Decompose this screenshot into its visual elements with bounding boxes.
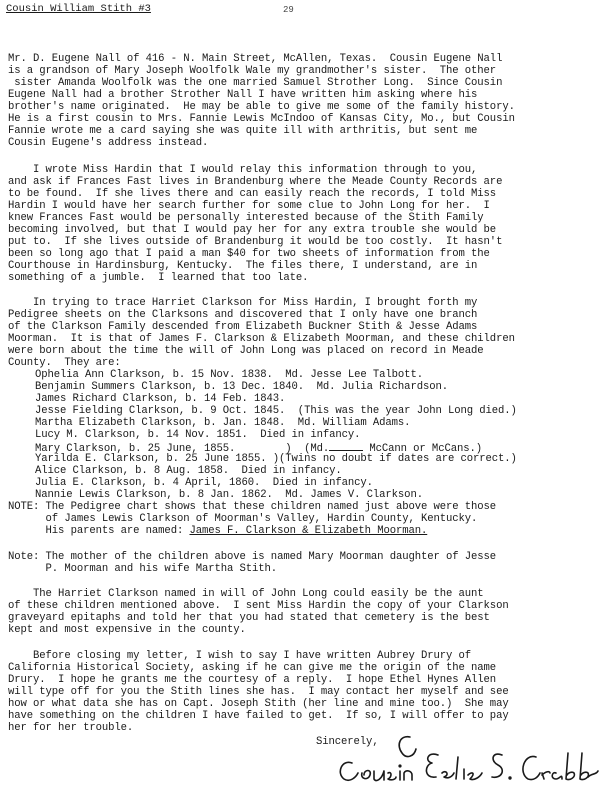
- paragraph-2-line: I wrote Miss Hardin that I would relay this information through to you,: [8, 164, 478, 176]
- page-header: Cousin William Stith #3: [6, 3, 151, 15]
- paragraph-5-line: have something on the children I have failed to get. If so, I will offer to pay: [8, 710, 509, 722]
- paragraph-3-line: of the Clarkson Family descended from Elizabeth Buckner Stith & Jesse Adams: [8, 321, 478, 333]
- paragraph-2-line: something of a jumble. I learned that too late.: [8, 272, 309, 284]
- child-entry: Yarilda E. Clarkson, b. 25 June 1855. )(Twins no doubt if dates are correct.): [35, 453, 517, 465]
- paragraph-2-line: Hardin I would have her search further for some clue to John Long for her. I: [8, 200, 490, 212]
- paragraph-3-line: County. They are:: [8, 357, 121, 369]
- paragraph-2-line: been so long ago that I paid a man $40 for two sheets of information from the: [8, 248, 490, 260]
- paragraph-5-line: California Historical Society, asking if he can give me the origin of the name: [8, 662, 497, 674]
- paragraph-5-line: will type off for you the Stith lines she has. I may contact her myself and see: [8, 686, 509, 698]
- paragraph-4-line: graveyard epitaphs and told her that you had stated that cemetery is the best: [8, 612, 490, 624]
- paragraph-2-line: knew Frances Fast would be personally interested because of the Stith Family: [8, 212, 484, 224]
- paragraph-3-line: Pedigree sheets on the Clarksons and discovered that I only have one branch: [8, 309, 478, 321]
- paragraph-2-line: Courthouse in Hardinsburg, Kentucky. The files there, I understand, are in: [8, 260, 478, 272]
- note-parents-line: [8, 525, 427, 537]
- closing-text: Sincerely,: [316, 736, 379, 748]
- paragraph-1-line: is a grandson of Mary Joseph Woolfolk Wale my grandmother's sister. The other: [8, 65, 497, 77]
- paragraph-3-line: Moorman. It is that of James F. Clarkson & Elizabeth Moorman, and these children: [8, 333, 515, 345]
- note-mother-line: Note: The mother of the children above is named Mary Moorman daughter of Jesse: [8, 551, 497, 563]
- paragraph-1-line: Eugene Nall had a brother Strother Nall I have written him asking where his: [8, 89, 478, 101]
- page-number: 29: [283, 5, 294, 15]
- paragraph-4-line: kept and most expensive in the county.: [8, 624, 246, 636]
- child-entry: James Richard Clarkson, b. 14 Feb. 1843.: [35, 393, 286, 405]
- note-line: NOTE: The Pedigree chart shows that these children named just above were those: [8, 501, 497, 513]
- note-mother-line: P. Moorman and his wife Martha Stith.: [8, 563, 278, 575]
- paragraph-1-line: sister Amanda Woolfolk was the one married Samuel Strother Long. Since Cousin: [8, 77, 503, 89]
- paragraph-5-line: how or what data she has on Capt. Joseph Stith (her line and mine too.) She may: [8, 698, 509, 710]
- paragraph-2-line: becoming involved, but that I would pay her for any extra trouble she would be: [8, 224, 497, 236]
- child-entry: Nannie Lewis Clarkson, b. 8 Jan. 1862. Md. James V. Clarkson.: [35, 489, 423, 501]
- child-entry: Julia E. Clarkson, b. 4 April, 1860. Died in infancy.: [35, 477, 373, 489]
- paragraph-4-line: of these children mentioned above. I sent Miss Hardin the copy of your Clarkson: [8, 600, 509, 612]
- child-entry: Jesse Fielding Clarkson, b. 9 Oct. 1845. (This was the year John Long died.): [35, 405, 517, 417]
- note-line: of James Lewis Clarkson of Moorman's Valley, Hardin County, Kentucky.: [8, 513, 478, 525]
- child-entry: Martha Elizabeth Clarkson, b. Jan. 1848. Md. William Adams.: [35, 417, 411, 429]
- paragraph-2-line: to be found. If she lives there and can easily reach the records, I told Miss: [8, 188, 497, 200]
- paragraph-5-line: Before closing my letter, I wish to say I have written Aubrey Drury of: [8, 650, 472, 662]
- note-parents-prefix: His parents are named:: [8, 525, 190, 537]
- child-entry: Alice Clarkson, b. 8 Aug. 1858. Died in infancy.: [35, 465, 342, 477]
- paragraph-1-line: He is a first cousin to Mrs. Fannie Lewis McIndoo of Kansas City, Mo., but Cousin: [8, 113, 515, 125]
- paragraph-3-line: In trying to trace Harriet Clarkson for Miss Hardin, I brought forth my: [8, 297, 478, 309]
- mary-marriage-suffix: McCann or McCans.): [369, 443, 482, 455]
- paragraph-1-line: Mr. D. Eugene Nall of 416 - N. Main Street, McAllen, Texas. Cousin Eugene Nall: [8, 53, 503, 65]
- child-entry: Ophelia Ann Clarkson, b. 15 Nov. 1838. Md. Jesse Lee Talbott.: [35, 369, 423, 381]
- paragraph-1-line: Fannie wrote me a card saying she was quite ill with arthritis, but sent me: [8, 125, 478, 137]
- blank-underline: [329, 441, 363, 451]
- child-entry: Mary Clarkson, b. 25 June, 1855. ) (Md.: [35, 443, 330, 455]
- note-parents-names: James F. Clarkson & Elizabeth Moorman.: [189, 525, 428, 537]
- paragraph-5-line: her for her trouble.: [8, 722, 134, 734]
- child-entry: Lucy M. Clarkson, b. 14 Nov. 1851. Died in infancy.: [35, 429, 361, 441]
- child-entry: Benjamin Summers Clarkson, b. 13 Dec. 1840. Md. Julia Richardson.: [35, 381, 448, 393]
- paragraph-2-line: and ask if Frances Fast lives in Brandenburg where the Meade County Records are: [8, 176, 503, 188]
- paragraph-5-line: Drury. I hope he grants me the courtesy of a reply. I hope Ethel Hynes Allen: [8, 674, 497, 686]
- paragraph-1-line: brother's name originated. He may be able to give me some of the family history.: [8, 101, 515, 113]
- paragraph-3-line: were born about the time the will of John Long was placed on record in Meade: [8, 345, 484, 357]
- paragraph-2-line: put to. If she lives outside of Brandenburg it would be too costly. It hasn't: [8, 236, 503, 248]
- paragraph-1-line: Cousin Eugene's address instead.: [8, 137, 209, 149]
- handwritten-signature: [330, 733, 600, 791]
- paragraph-4-line: The Harriet Clarkson named in will of John Long could easily be the aunt: [8, 588, 484, 600]
